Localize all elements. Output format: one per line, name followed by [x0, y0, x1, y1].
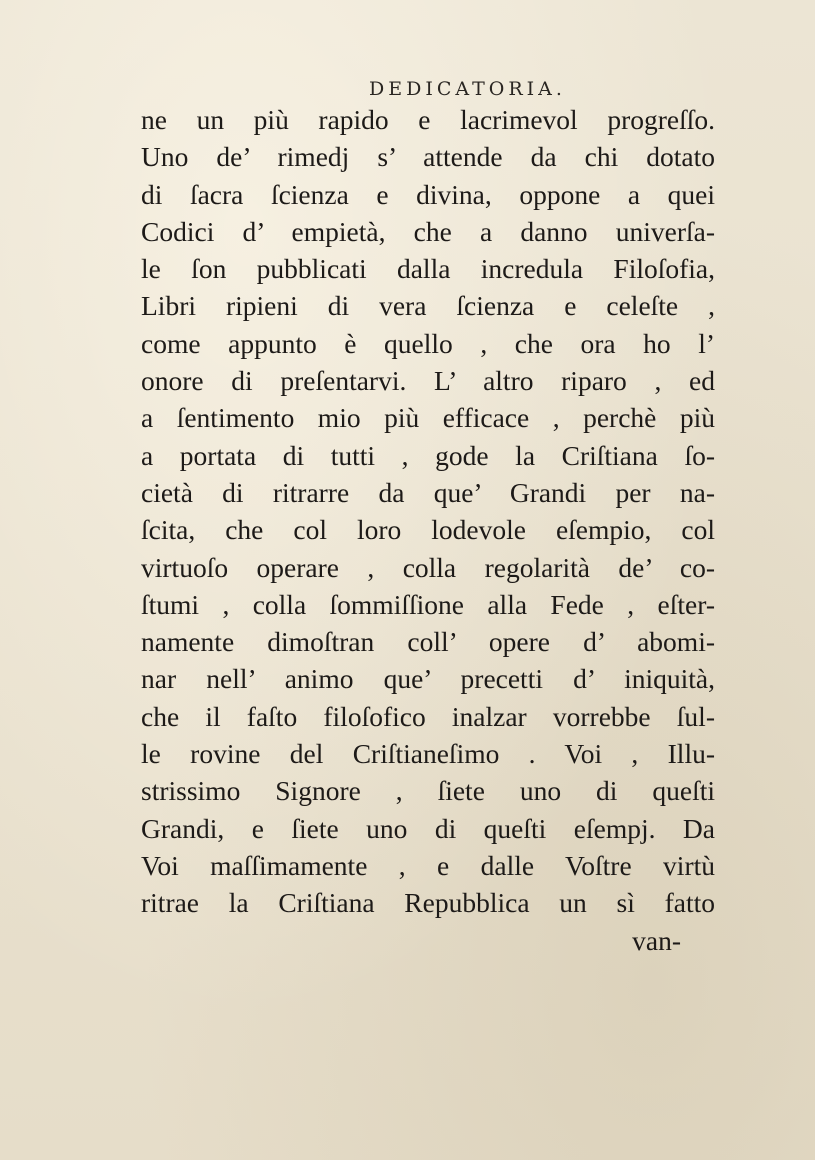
text-line: Libri ripieni di vera ſcienza e celeſte , — [141, 290, 715, 322]
text-line: namente dimoſtran coll’ opere d’ abomi- — [141, 626, 715, 658]
text-line: nar nell’ animo que’ precetti d’ iniquità, — [141, 663, 715, 695]
text-line: a ſentimento mio più efficace , perchè più — [141, 402, 715, 434]
text-line: ne un più rapido e lacrimevol progreſſo. — [141, 104, 715, 135]
text-line: onore di preſentarvi. L’ altro riparo , ed — [141, 365, 715, 397]
text-line: a portata di tutti , gode la Criſtiana ſo- — [141, 439, 715, 471]
text-line: virtuoſo operare , colla regolarità de’ co- — [141, 551, 715, 583]
text-line: Codici d’ empietà, che a danno univerſa- — [141, 215, 715, 247]
text-line: ritrae la Criſtiana Repubblica un sì fatto — [141, 887, 715, 919]
text-line: strissimo Signore , ſiete uno di queſti — [141, 775, 715, 807]
text-line: Grandi, e ſiete uno di queſti eſempj. Da — [141, 812, 715, 844]
text-line: ſtumi , colla ſommiſſione alla Fede , eſter- — [141, 588, 715, 620]
text-line: cietà di ritrarre da que’ Grandi per na- — [141, 476, 715, 508]
text-line: le ſon pubblicati dalla incredula Filoſofia, — [141, 253, 715, 285]
text-line: di ſacra ſcienza e divina, oppone a quei — [141, 178, 715, 210]
text-line: che il faſto filoſofico inalzar vorrebbe ſul- — [141, 700, 715, 732]
running-header — [0, 78, 815, 100]
text-line: le rovine del Criſtianeſimo . Voi , Illu- — [141, 738, 715, 770]
body-text — [141, 101, 715, 959]
text-line: Uno de’ rimedj s’ attende da chi dotato — [141, 141, 715, 173]
text-line: come appunto è quello , che ora ho l’ — [141, 327, 715, 359]
catchword: van- — [632, 924, 681, 956]
text-line: ſcita, che col loro lodevole eſempio, col — [141, 514, 715, 546]
running-title: DEDICATORIA. — [369, 78, 566, 100]
text-line: Voi maſſimamente , e dalle Voſtre virtù — [141, 849, 715, 881]
